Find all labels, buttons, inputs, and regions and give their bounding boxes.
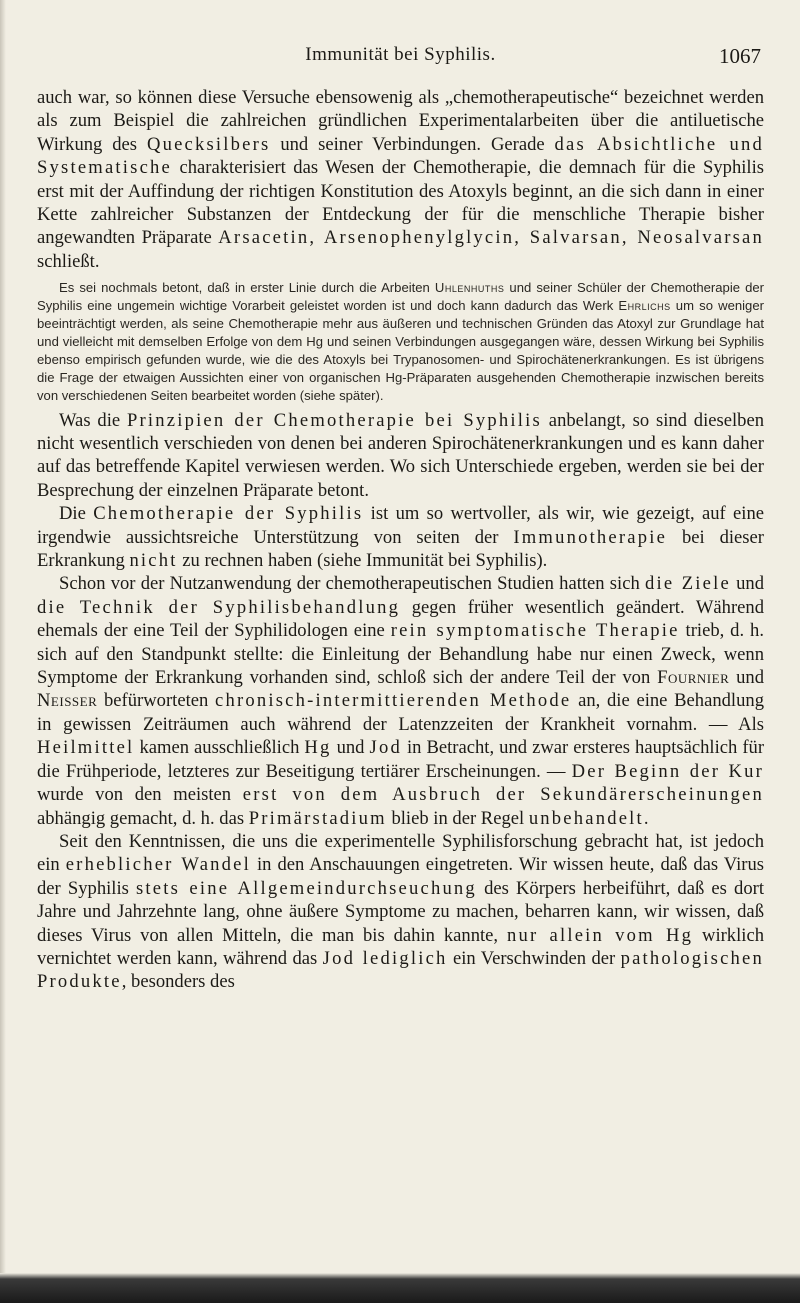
paragraph: Schon vor der Nutzanwendung der chemotherapeutischen Studien hatten sich die Ziele und die Technik der Syphilisbehandlung gegen früher wesentlich geändert. Während ehemals der eine Teil der Syphilidologen eine rein symptomatische Therapie trieb, d. h. sich auf den Standpunkt stellte: die Einleitung der Behandlung habe nur einen Zweck, wenn Symptome der Erkrankung vorhanden sind, schloß sich der andere Teil der von Fournier und Neisser befürworteten chronisch-intermittierenden Methode an, die eine Behandlung in gewissen Zeiträumen auch während der Latenzzeiten der Krankheit vornahm. — Als Heilmittel kamen ausschließlich Hg und Jod in Betracht, und zwar ersteres hauptsächlich für die Frühperiode, letzteres zur Beseitigung tertiärer Erscheinungen. — Der Beginn der Kur wurde von den meisten erst von dem Ausbruch der Sekundärerscheinungen abhängig gemacht, d. h. das Primärstadium blieb in der Regel unbehandelt.	[37, 573, 765, 829]
running-header	[37, 44, 764, 74]
page-number: 1067	[719, 44, 761, 68]
page-edge-shadow	[0, 0, 6, 1303]
paragraph: auch war, so können diese Versuche ebensowenig als „chemotherapeutische“ bezeichnet werden als zum Beispiel die zahlreichen gründlichen Experimentalarbeiten über die antiluetische Wirkung des Quecksilbers und seiner Verbindungen. Gerade das Absichtliche und Systematische charakterisiert das Wesen der Chemotherapie, die demnach für die Syphilis erst mit der Auffindung der richtigen Konstitution des Atoxyls beginnt, an die sich dann in einer Kette zahlreicher Substanzen der Entdeckung der für die menschliche Therapie bisher angewandten Präparate Arsacetin, Arsenophenylglycin, Salvarsan, Neosalvarsan schließt.	[37, 87, 764, 272]
footnote: Es sei nochmals betont, daß in erster Linie durch die Arbeiten Uhlenhuths und seiner Schüler der Chemotherapie der Syphilis eine ungemein wichtige Vorarbeit geleistet worden ist und doch kann dadurch das Werk Ehrlichs um so weniger beeinträchtigt werden, als seine Chemotherapie mehr aus äußeren und technischen Gründen das Atoxyl zur Grundlage hat und vielleicht mit demselben Erfolge von dem Hg und seinen Verbindungen ausgegangen wäre, dessen Wirkung bei Syphilis ebenso empirisch gefunden wurde, wie die des Atoxyls bei Trypanosomen- und Spirochätenerkrankungen. Es ist übrigens die Frage der etwaigen Aussichten einer von organischen Hg-Präparaten ausgehenden Chemotherapie inzwischen bereits von verschiedenen Seiten bearbeitet worden (siehe später).	[37, 280, 765, 403]
body-text	[37, 86, 764, 994]
paragraph: Was die Prinzipien der Chemotherapie bei Syphilis anbelangt, so sind dieselben nicht wesentlich verschieden von denen bei anderen Spirochätenerkrankungen und es kann daher auf das betreffende Kapitel verwiesen werden. Wo sich Unterschiede ergeben, werden sie bei der Besprechung der einzelnen Präparate betont.	[37, 409, 765, 501]
paragraph: Die Chemotherapie der Syphilis ist um so wertvoller, als wir, wie gezeigt, auf eine irgendwie aussichtsreiche Unterstützung von seiten der Immunotherapie bei dieser Erkrankung nicht zu rechnen haben (siehe Immunität bei Syphilis).	[37, 503, 765, 572]
scan-bottom-edge	[0, 1273, 800, 1303]
running-title: Immunität bei Syphilis.	[305, 44, 496, 65]
paragraph: Seit den Kenntnissen, die uns die experimentelle Syphilisforschung gebracht hat, ist jedoch ein erheblicher Wandel in den Anschauungen eingetreten. Wir wissen heute, daß das Virus der Syphilis stets eine Allgemeindurchseuchung des Körpers herbeiführt, daß es dort Jahre und Jahrzehnte lang, ohne äußere Symptome zu machen, beharren kann, wir wissen, daß dieses Virus von allen Mitteln, die man bis dahin kannte, nur allein vom Hg wirklich vernichtet werden kann, während das Jod lediglich ein Verschwinden der pathologischen Produkte, besonders des	[37, 830, 764, 993]
